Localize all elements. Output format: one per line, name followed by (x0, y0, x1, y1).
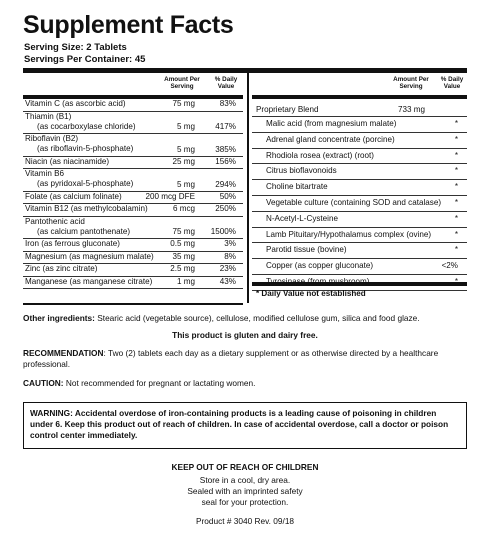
nutrient-rows-left (23, 99, 243, 289)
serving-size: Serving Size: 2 Tablets (24, 42, 127, 53)
nutrient-name-source: (as calcium pantothenate) (37, 226, 131, 236)
nutrient-name (25, 157, 109, 167)
nutrient-name-source: (as cocarboxylase chloride) (37, 121, 136, 131)
nutrient-name-main: Vitamin C (as ascorbic acid) (25, 99, 126, 108)
nutrient-amount: 5 mg (177, 179, 195, 189)
nutrient-name-main: Zinc (as zinc citrate) (25, 264, 98, 273)
blend-ingredient-row (252, 243, 467, 259)
nutrient-daily-value: 23% (219, 264, 236, 273)
column-header-right (252, 73, 467, 95)
right-bottom-thick-rule (252, 282, 467, 286)
nutrient-daily-value: 385% (215, 144, 236, 154)
nutrient-amount: 35 mg (172, 251, 195, 261)
ingredient-name: Copper (as copper gluconate) (266, 261, 374, 271)
nutrient-name (25, 277, 152, 287)
nutrient-daily-value: 83% (219, 99, 236, 108)
amount-per-serving-header: Amount Per Serving (393, 76, 429, 90)
blend-ingredient-row (252, 164, 467, 180)
nutrient-column-right (252, 73, 467, 298)
caution (23, 378, 467, 389)
nutrient-name-main: Manganese (as manganese citrate) (25, 276, 153, 286)
nutrient-daily-value: 43% (219, 276, 236, 286)
ingredient-daily-value: * (454, 119, 458, 128)
daily-value-header: % Daily Value (214, 76, 238, 90)
ingredient-daily-value: * (454, 197, 458, 207)
ingredient-name: Rhodiola rosea (extract) (root) (266, 150, 374, 160)
blend-ingredient-row (252, 259, 467, 275)
nutrient-name-main: Thiamin (B1) (25, 111, 72, 121)
nutrient-name (25, 204, 148, 214)
nutrient-daily-value: 1500% (210, 227, 236, 236)
nutrient-name-main: Vitamin B12 (as methylcobalamin) (25, 204, 148, 213)
iron-warning-box (23, 402, 467, 449)
label-title: Supplement Facts (23, 11, 234, 39)
nutrient-name (25, 134, 133, 154)
nutrient-name-main: Pantothenic acid (25, 216, 85, 226)
ingredient-name: Lamb Pituitary/Hypothalamus complex (ovine) (266, 229, 432, 239)
column-header-left (23, 73, 243, 95)
nutrient-daily-value: 50% (219, 191, 236, 201)
recommendation-text: : Two (2) tablets each day as a dietary supplement or as otherwise directed by a healthcare professional. (23, 348, 439, 369)
amount-per-serving-header: Amount Per Serving (164, 76, 200, 90)
nutrient-name-main: Riboflavin (B2) (25, 134, 79, 143)
nutrient-name (25, 252, 154, 262)
nutrient-name (25, 169, 133, 189)
nutrient-row (23, 169, 243, 192)
ingredient-name: N-Acetyl-L-Cysteine (266, 213, 338, 223)
product-revision: Product # 3040 Rev. 09/18 (195, 516, 295, 526)
nutrient-row (23, 239, 243, 252)
nutrient-name-main: Iron (as ferrous gluconate) (25, 239, 120, 248)
warning-text: WARNING: Accidental overdose of iron-containing products is a leading cause of poisoning in children under 6. Keep this product out of reach of children. In case of accidental overdose, call a doctor or poison control center immediately. (30, 408, 449, 440)
nutrient-amount: 0.5 mg (170, 239, 195, 248)
nutrient-amount: 25 mg (172, 156, 195, 166)
nutrient-name-source: (as riboflavin-5-phosphate) (37, 144, 134, 153)
nutrient-name-main: Magnesium (as magnesium malate) (25, 251, 154, 261)
other-ingredients-text: Stearic acid (vegetable source), cellulose, modified cellulose gum, silica and food glaze. (94, 313, 420, 323)
blend-ingredient-row (252, 133, 467, 149)
nutrient-row (23, 99, 243, 112)
nutrient-name-main: Folate (as calcium folinate) (25, 191, 122, 201)
nutrient-row (23, 112, 243, 135)
blend-ingredient-row (252, 196, 467, 212)
nutrient-amount: 75 mg (172, 99, 195, 108)
column-divider (247, 73, 249, 303)
nutrient-name-main: Vitamin B6 (25, 169, 64, 178)
blend-amount: 733 mg (398, 105, 425, 114)
recommendation-label: RECOMMENDATION (23, 348, 104, 358)
ingredient-name: Choline bitartrate (266, 182, 328, 192)
nutrient-amount: 200 mcg DFE (145, 191, 195, 201)
nutrient-name (25, 112, 136, 132)
blend-ingredient-row (252, 180, 467, 196)
ingredient-daily-value: * (454, 182, 458, 192)
storage-line-1: Store in a cool, dry area. (199, 475, 291, 485)
nutrient-amount: 5 mg (177, 122, 195, 131)
nutrient-name (25, 217, 130, 237)
nutrient-amount: 5 mg (177, 144, 195, 154)
nutrient-row (23, 217, 243, 240)
proprietary-blend-row (252, 99, 467, 117)
caution-text: Not recommended for pregnant or lactating women. (63, 378, 256, 388)
ingredient-daily-value: * (454, 150, 458, 160)
nutrient-name (25, 264, 97, 274)
blend-ingredient-row (252, 212, 467, 228)
blend-ingredient-row (252, 228, 467, 244)
blend-name: Proprietary Blend (256, 105, 319, 114)
nutrient-name-source: (as pyridoxal-5-phosphate) (37, 179, 134, 188)
ingredient-name: Parotid tissue (bovine) (266, 245, 347, 255)
ingredient-daily-value: * (454, 245, 458, 255)
nutrient-name-main: Niacin (as niacinamide) (25, 156, 110, 166)
ingredient-daily-value: * (454, 229, 458, 239)
servings-per-container: Servings Per Container: 45 (24, 54, 146, 65)
blend-ingredient-rows (252, 117, 467, 291)
recommendation (23, 348, 467, 370)
gluten-free-statement: This product is gluten and dairy free. (172, 330, 318, 340)
storage-line-2: Sealed with an imprinted safety (187, 486, 303, 496)
nutrient-name (25, 99, 126, 109)
nutrient-daily-value: 250% (215, 204, 236, 213)
nutrient-daily-value: 3% (224, 239, 236, 248)
nutrient-row (23, 277, 243, 290)
nutrient-daily-value: 417% (215, 122, 236, 131)
other-ingredients-label: Other ingredients: (23, 313, 95, 323)
ingredient-daily-value: <2% (441, 261, 458, 271)
nutrient-amount: 2.5 mg (170, 264, 195, 273)
nutrient-row (23, 264, 243, 277)
storage-line-3: seal for your protection. (201, 497, 289, 507)
keep-out-heading: KEEP OUT OF REACH OF CHILDREN (171, 462, 319, 472)
ingredient-daily-value: * (454, 134, 458, 144)
ingredient-name: Adrenal gland concentrate (porcine) (266, 134, 395, 144)
nutrient-row (23, 192, 243, 205)
ingredient-name: Vegetable culture (containing SOD and catalase) (266, 197, 442, 207)
nutrient-column-left (23, 73, 243, 289)
ingredient-daily-value: * (454, 213, 458, 223)
blend-ingredient-row (252, 149, 467, 165)
blend-ingredient-row (252, 117, 467, 133)
nutrient-amount: 1 mg (177, 276, 195, 286)
ingredient-name: Citrus bioflavonoids (266, 166, 337, 176)
daily-value-header: % Daily Value (440, 76, 464, 90)
nutrient-row (23, 252, 243, 265)
nutrient-row (23, 134, 243, 157)
nutrient-name (25, 192, 122, 202)
nutrient-daily-value: 294% (215, 179, 236, 189)
left-bottom-rule (23, 303, 243, 305)
nutrient-amount: 75 mg (172, 227, 195, 236)
ingredient-daily-value: * (454, 166, 458, 176)
nutrient-name (25, 239, 120, 249)
other-ingredients (23, 313, 467, 324)
nutrient-amount: 6 mcg (172, 204, 195, 213)
ingredient-name: Malic acid (from magnesium malate) (266, 119, 397, 128)
nutrient-daily-value: 156% (215, 156, 236, 166)
caution-label: CAUTION: (23, 378, 64, 388)
nutrient-row (23, 204, 243, 217)
nutrient-row (23, 157, 243, 170)
daily-value-footnote: * Daily Value not established (256, 289, 366, 298)
nutrient-daily-value: 8% (224, 251, 236, 261)
